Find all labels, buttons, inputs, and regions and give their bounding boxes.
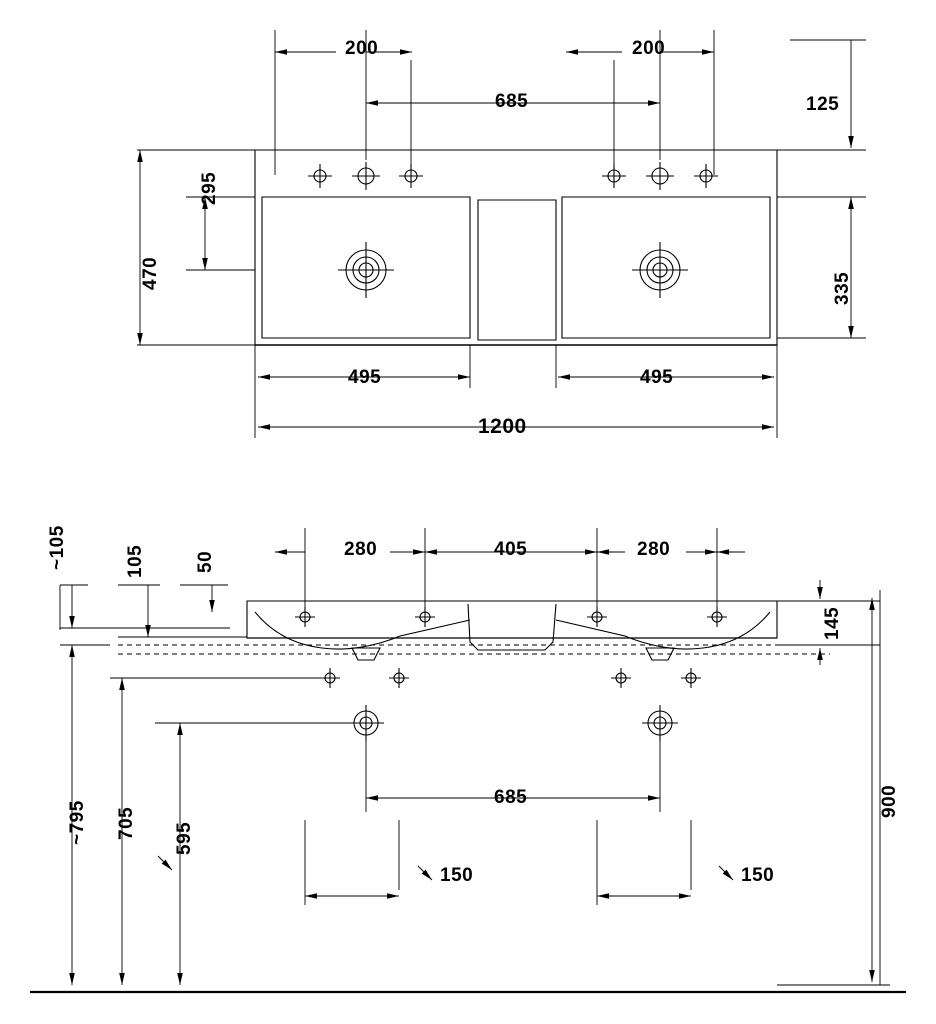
- dimension-label-front-50: 50: [195, 550, 216, 573]
- dimension-label-front-150-right: 150: [741, 865, 775, 886]
- dimension-label-top-685: 685: [495, 91, 529, 112]
- dimension-label-top-335: 335: [832, 271, 853, 305]
- front-view-holes: [295, 607, 727, 741]
- dimension-label-front-145: 145: [822, 606, 843, 640]
- dimension-label-top-495-left: 495: [348, 367, 382, 388]
- dimension-label-top-200-left: 200: [345, 38, 379, 59]
- dimension-label-front-150-left: 150: [440, 865, 474, 886]
- dimension-label-top-470: 470: [140, 256, 161, 290]
- dimension-label-front-105: 105: [125, 544, 146, 578]
- dimension-label-top-495-right: 495: [640, 367, 674, 388]
- dimension-label-top-295: 295: [199, 171, 220, 205]
- top-view-drains: [338, 242, 688, 298]
- dimension-label-top-200-right: 200: [632, 38, 666, 59]
- front-view-geometry: [247, 601, 777, 660]
- top-view-tap-holes: [308, 162, 718, 190]
- front-view-dimension-lines: [30, 528, 906, 992]
- dimension-label-front-685: 685: [494, 787, 528, 808]
- dimension-label-top-125: 125: [806, 94, 840, 115]
- dimension-label-front-595: 595: [174, 821, 195, 855]
- top-view-geometry: [255, 150, 777, 345]
- dimension-label-front-280-right: 280: [637, 539, 671, 560]
- dimension-label-front-705: 705: [116, 806, 137, 840]
- dimension-label-top-1200: 1200: [478, 415, 527, 438]
- dimension-label-front-280-left: 280: [344, 539, 378, 560]
- dimension-label-front-900: 900: [879, 784, 900, 818]
- dimension-label-front-795-approx: ~795: [67, 800, 88, 845]
- dimension-label-front-105-approx: ~105: [47, 525, 68, 570]
- dimension-label-front-405: 405: [494, 539, 528, 560]
